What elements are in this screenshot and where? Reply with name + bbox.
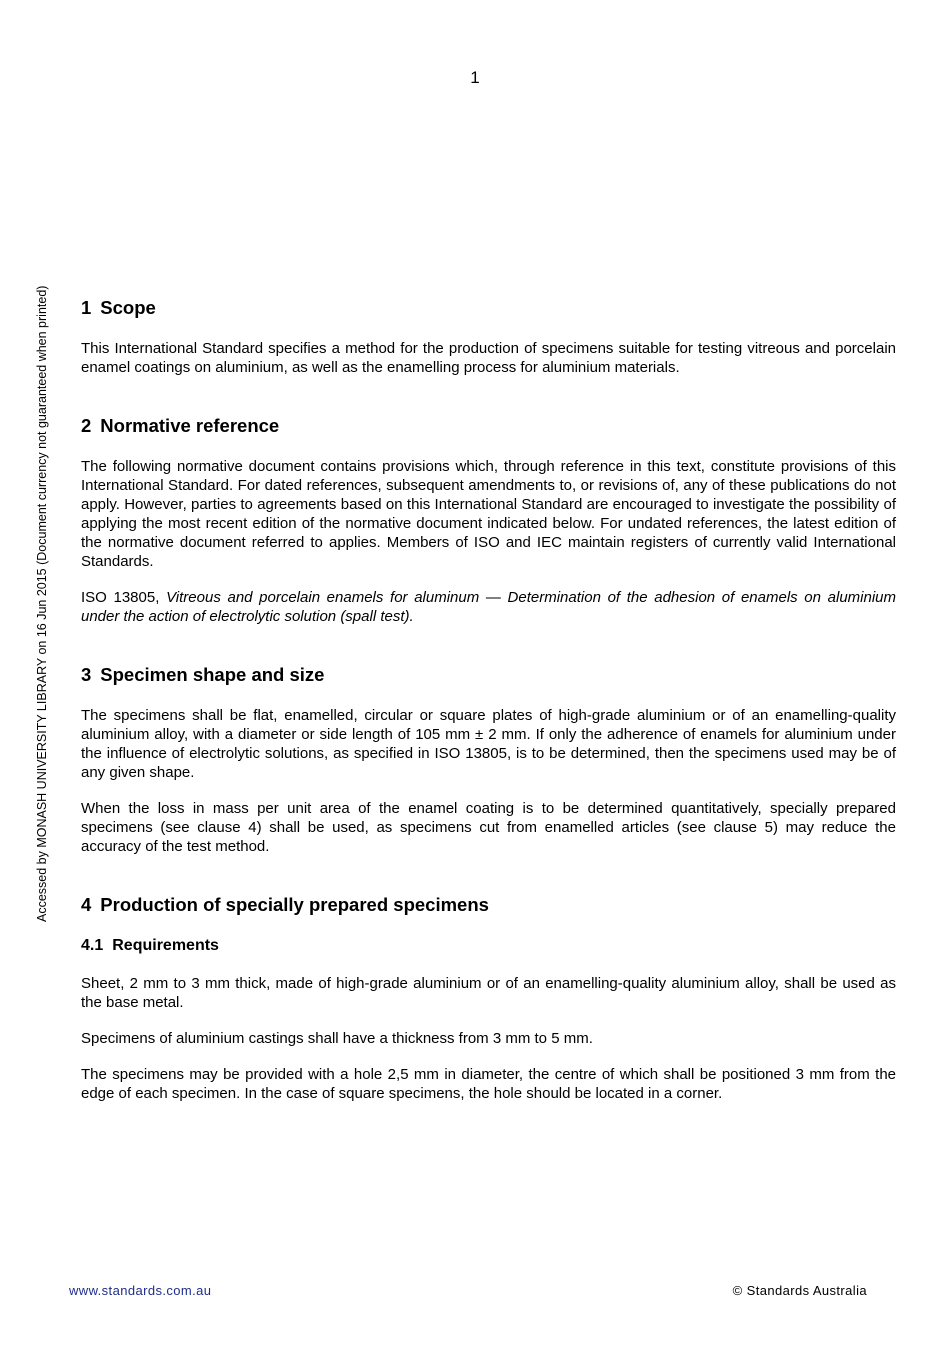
- page-number: 1: [470, 68, 480, 87]
- requirements-paragraph-2: Specimens of aluminium castings shall have a thickness from 3 mm to 5 mm.: [81, 1030, 593, 1047]
- section-number: 4: [81, 894, 92, 915]
- reference-code: ISO 13805,: [81, 589, 160, 606]
- specimen-paragraph-2: When the loss in mass per unit area of the enamel coating is to be determined quantitatively, specially prepared specimens (see clause 4) shall be used, as specimens cut from enamelled articles (see clause 5) may reduce the accuracy of the test method.: [81, 800, 896, 855]
- section-title: Production of specially prepared specimens: [100, 894, 489, 915]
- section-number: 3: [81, 664, 92, 685]
- subsection-number: 4.1: [81, 937, 104, 954]
- requirements-paragraph-3: The specimens may be provided with a hole 2,5 mm in diameter, the centre of which shall be positioned 3 mm from the edge of each specimen. In the case of square specimens, the hole should be located in a corner.: [81, 1066, 896, 1102]
- footer-copyright: © Standards Australia: [732, 1283, 867, 1298]
- subsection-title: Requirements: [112, 937, 219, 954]
- section-title: Normative reference: [100, 415, 280, 436]
- document-body: [81, 296, 896, 1120]
- specimen-paragraph-1: The specimens shall be flat, enamelled, circular or square plates of high-grade aluminium or of an enamelling-quality aluminium alloy, with a diameter or side length of 105 mm ± 2 mm. If only the adherence of enamels for aluminium under the influence of electrolytic solutions, as specified in ISO 13805, is to be determined, then the specimens used may be of any given shape.: [81, 707, 896, 781]
- normative-reference-entry: [81, 588, 896, 626]
- section-heading-specimen-shape: [81, 663, 896, 687]
- access-watermark: Accessed by MONASH UNIVERSITY LIBRARY on 16 Jun 2015 (Document currency not guaranteed when printed): [35, 285, 49, 922]
- normative-paragraph: The following normative document contains provisions which, through reference in this text, constitute provisions of this International Standard. For dated references, subsequent amendments to, or revisions of, any of these publications do not apply. However, parties to agreements based on this International Standard are encouraged to investigate the possibility of applying the most recent edition of the normative document indicated below. For undated references, the latest edition of the normative document referred to applies. Members of ISO and IEC maintain registers of currently valid International Standards.: [81, 458, 896, 570]
- section-heading-normative-reference: [81, 414, 896, 438]
- requirements-paragraph-1: Sheet, 2 mm to 3 mm thick, made of high-grade aluminium or of an enamelling-quality aluminium alloy, shall be used as the base metal.: [81, 975, 896, 1011]
- subsection-heading-requirements: [81, 936, 896, 956]
- section-number: 2: [81, 415, 92, 436]
- section-heading-production: [81, 893, 896, 917]
- section-heading-scope: [81, 296, 896, 320]
- section-title: Scope: [100, 297, 156, 318]
- reference-title: Vitreous and porcelain enamels for aluminum — Determination of the adhesion of enamels on aluminium under the action of electrolytic solution (spall test).: [81, 589, 897, 625]
- section-title: Specimen shape and size: [100, 664, 325, 685]
- scope-paragraph: This International Standard specifies a method for the production of specimens suitable for testing vitreous and porcelain enamel coatings on aluminium, as well as the enamelling process for aluminium materials.: [81, 340, 896, 376]
- section-number: 1: [81, 297, 92, 318]
- footer-website-link[interactable]: www.standards.com.au: [69, 1283, 212, 1298]
